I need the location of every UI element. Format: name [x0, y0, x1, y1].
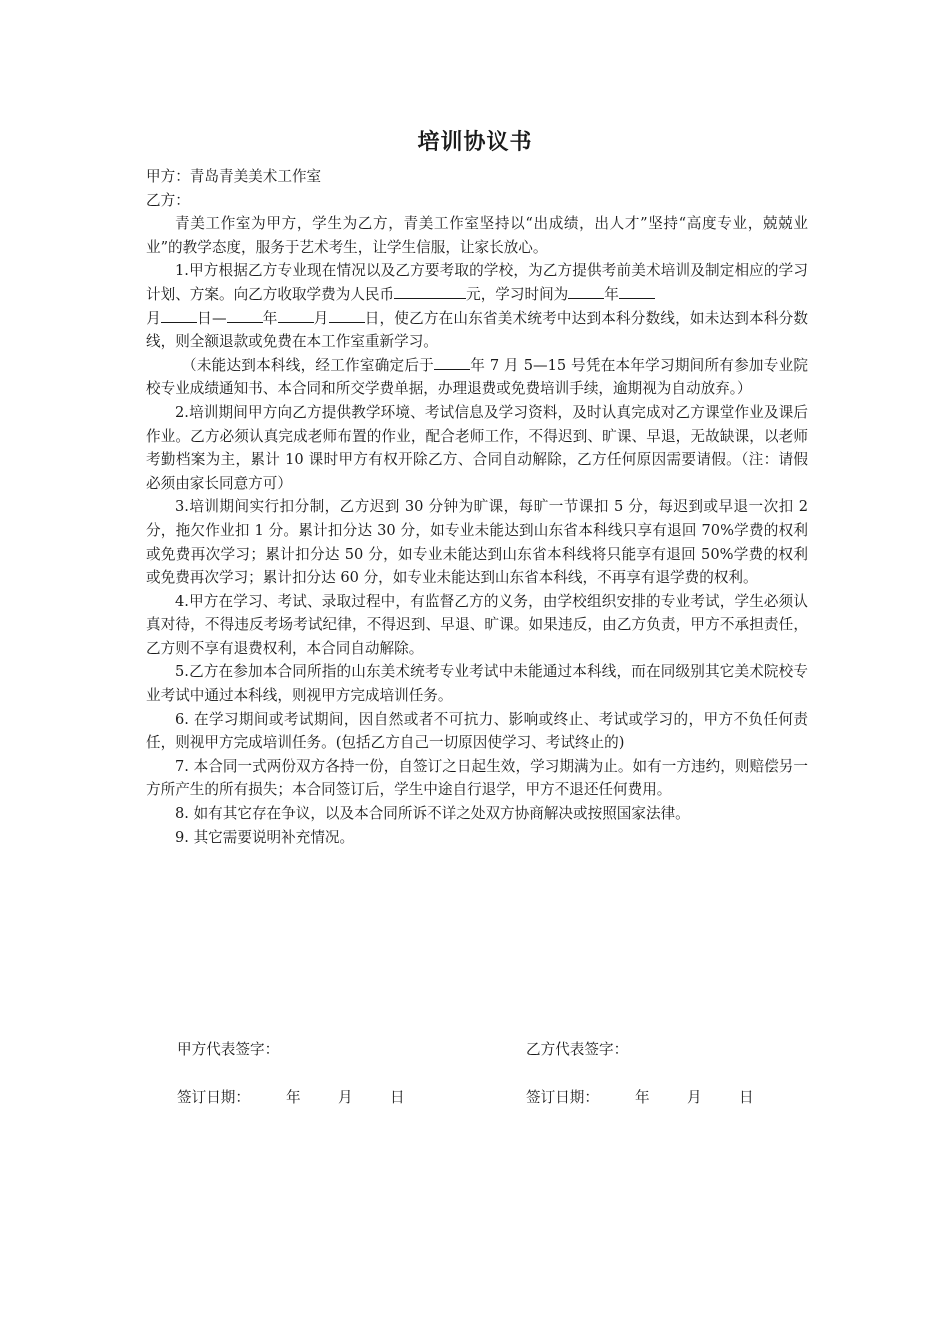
document-title: 培训协议书 [417, 130, 533, 155]
start-day-blank[interactable] [161, 307, 197, 323]
party-a-date-year: 年 [286, 1089, 301, 1106]
party-b-line: 乙方： [146, 191, 190, 209]
clause-1-text-a: 1.甲方根据乙方专业现在情况以及乙方要考取的学校，为乙方提供考前美术培训及制定相应的学习计划、方案。向乙方收取学费为人民币 [146, 262, 808, 303]
clause-1-month-2: 月 [313, 309, 329, 327]
contract-body [146, 165, 808, 849]
party-b-signature-label[interactable]: 乙方代表签字： [526, 1041, 629, 1058]
party-a-signature-block [177, 1039, 279, 1061]
refund-year-blank[interactable] [434, 354, 470, 370]
party-a-date-day: 日 [390, 1089, 405, 1106]
end-month-blank[interactable] [278, 307, 314, 323]
party-a-date-row[interactable] [177, 1087, 410, 1109]
party-a-line: 甲方：青岛青美美术工作室 [146, 168, 322, 185]
tuition-amount-blank[interactable] [394, 283, 466, 299]
clause-7: 7. 本合同一式两份双方各持一份，自签订之日起生效，学习期满为止。如有一方违约，则赔偿另一方所产生的所有损失；本合同签订后，学生中途自行退学，甲方不退还任何费用。 [146, 757, 808, 799]
end-year-blank[interactable] [227, 307, 263, 323]
clause-1-yuan-time: 元，学习时间为 [466, 285, 569, 303]
party-a-date-month: 月 [338, 1089, 353, 1106]
clause-1-text-b: 日，使乙方在山东省美术统考中达到本科分数线，如未达到本科分数线，则全额退款或免费在本工作室重新学习。 [146, 309, 808, 351]
clause-2: 2.培训期间甲方向乙方提供教学环境、考试信息及学习资料，及时认真完成对乙方课堂作业及课后作业。乙方必须认真完成老师布置的作业，配合老师工作，不得迟到、旷课、早退，无故缺课，以老师考勤档案为主，累计 10 课时甲方有权开除乙方、合同自动解除，乙方任何原因需要请假。（注：请假必须由家长同意方可） [146, 403, 808, 492]
clause-1 [146, 259, 808, 353]
clause-4: 4.甲方在学习、考试、录取过程中，有监督乙方的义务，由学校组织安排的专业考试，学生必须认真对待，不得违反考场考试纪律，不得迟到、早退、旷课。如果违反，由乙方负责，甲方不承担责任，乙方则不享有退费权利，本合同自动解除。 [146, 592, 808, 657]
party-b-date-month: 月 [687, 1089, 702, 1106]
clause-1-day-to: 日— [196, 309, 227, 327]
clause-5: 5.乙方在参加本合同所指的山东美术统考专业考试中未能通过本科线，而在同级别其它美术院校专业考试中通过本科线，则视甲方完成培训任务。 [146, 663, 808, 705]
end-day-blank[interactable] [329, 307, 365, 323]
party-a-signature-label[interactable]: 甲方代表签字： [177, 1041, 280, 1058]
start-year-blank[interactable] [568, 283, 604, 299]
clause-8: 8. 如有其它存在争议，以及本合同所诉不详之处双方协商解决或按照国家法律。 [175, 805, 690, 823]
clause-6: 6. 在学习期间或考试期间，因自然或者不可抗力、影响或终止、考试或学习的，甲方不负任何责任，则视甲方完成培训任务。(包括乙方自己一切原因使学习、考试终止的) [146, 710, 808, 752]
clause-1-year: 年 [604, 285, 619, 303]
party-b-date-label: 签订日期： [526, 1089, 599, 1106]
intro-paragraph: 青美工作室为甲方，学生为乙方，青美工作室坚持以“出成绩，出人才”坚持“高度专业，兢兢业业”的教学态度，服务于艺术考生，让学生信服，让家长放心。 [146, 215, 808, 256]
clause-9: 9. 其它需要说明补充情况。 [175, 828, 355, 846]
party-b-date-day: 日 [739, 1089, 754, 1106]
party-b-date-block [526, 1087, 759, 1109]
party-b-date-row[interactable] [526, 1087, 759, 1109]
party-a-date-block [177, 1087, 410, 1109]
refund-note-suffix: 年 7 月 5—15 号凭在本年学习期间所有参加专业院校专业成绩通知书、本合同和所交学费单据，办理退费或免费培训手续，逾期视为自动放弃。） [146, 356, 808, 398]
party-a-date-label: 签订日期： [177, 1089, 250, 1106]
party-b-signature-block [526, 1039, 628, 1061]
refund-note-prefix: （未能达到本科线，经工作室确定后于 [182, 356, 434, 374]
clause-1-year-2: 年 [262, 309, 278, 327]
refund-note [146, 354, 808, 401]
start-month-blank-a[interactable] [619, 283, 655, 299]
clause-3: 3.培训期间实行扣分制，乙方迟到 30 分钟为旷课，每旷一节课扣 5 分，每迟到或早退一次扣 2 分，拖欠作业扣 1 分。累计扣分达 30 分，如专业未能达到山东省本科线只享有退回 70%学费的权利或免费再次学习；累计扣分达 50 分，如专业未能达到山东省本科线将只能享有退回 50%学费的权利或免费再次学习；累计扣分达 60 分，如专业未能达到山东省本科线，不再享有退学费的权利。 [146, 498, 808, 587]
clause-1-month: 月 [146, 309, 161, 327]
party-b-date-year: 年 [635, 1089, 650, 1106]
